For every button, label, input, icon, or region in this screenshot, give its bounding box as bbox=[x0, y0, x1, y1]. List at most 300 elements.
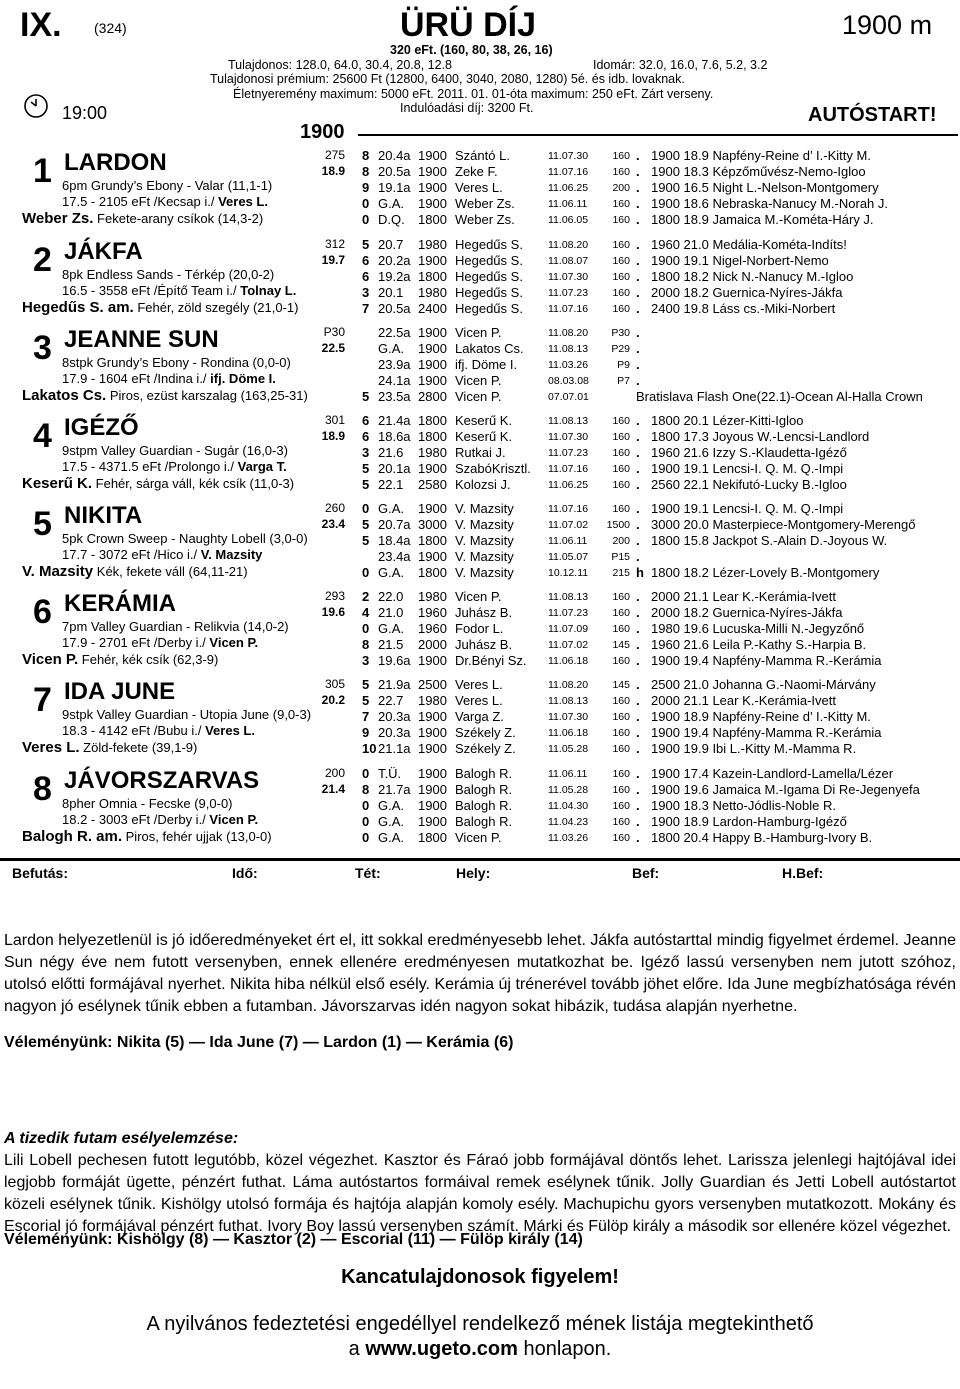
race-result: 1900 19.1 Lencsi-I. Q. M. Q.-Impi bbox=[651, 501, 844, 516]
race-driver: Balogh R. bbox=[455, 782, 513, 797]
race-date: 11.07.16 bbox=[548, 166, 589, 178]
hbef-label: H.Bef: bbox=[782, 865, 824, 881]
owner-name: Balogh R. am. bbox=[22, 828, 123, 845]
horse-number: 2 bbox=[33, 241, 52, 279]
horse-name: JÁKFA bbox=[64, 238, 143, 265]
race-time: 23.9a bbox=[378, 357, 411, 372]
past-race-row bbox=[0, 429, 960, 445]
race-prize: P15 bbox=[611, 551, 630, 563]
race-driver: V. Mazsity bbox=[455, 501, 514, 516]
past-race-row bbox=[0, 798, 960, 814]
hely-label: Hely: bbox=[456, 865, 491, 881]
race-mark: . bbox=[636, 445, 640, 460]
race-prize: 160 bbox=[612, 695, 630, 707]
race-mark: . bbox=[636, 429, 640, 444]
owner-name: Keserű K. bbox=[22, 475, 93, 492]
race-date: 11.06.05 bbox=[548, 214, 589, 226]
race-result: 1900 19.6 Jamaica M.-Igama Di Re-Jegenyefa bbox=[651, 782, 920, 797]
race-placing: 6 bbox=[362, 269, 370, 284]
race-driver: Rutkai J. bbox=[455, 445, 506, 460]
race-distance: 1900 bbox=[418, 741, 447, 756]
race-driver: Zeke F. bbox=[455, 164, 498, 179]
trainer-name: Varga T. bbox=[237, 459, 287, 474]
start-type: AUTÓSTART! bbox=[808, 104, 937, 126]
race-date: 11.07.23 bbox=[548, 607, 589, 619]
race-result: 1900 19.1 Lencsi-I. Q. M. Q.-Impi bbox=[651, 461, 844, 476]
race-distance: 1900 bbox=[418, 325, 447, 340]
race-placing: 0 bbox=[362, 196, 370, 211]
race-time: 19.1a bbox=[378, 180, 411, 195]
horse-entry bbox=[0, 501, 960, 589]
race-result: 1800 17.3 Joyous W.-Lencsi-Landlord bbox=[651, 429, 870, 444]
horse-name: JÁVORSZARVAS bbox=[64, 767, 260, 794]
race-prize: 160 bbox=[612, 239, 630, 251]
trainer-name: Vicen P. bbox=[209, 812, 259, 827]
race-mark: . bbox=[636, 677, 640, 692]
race-driver: ifj. Döme I. bbox=[455, 357, 518, 372]
owner-name: Hegedűs S. am. bbox=[22, 299, 134, 316]
race-driver: Juhász B. bbox=[455, 637, 513, 652]
race-result: 1800 20.4 Happy B.-Hamburg-Ivory B. bbox=[651, 830, 873, 845]
race-placing: 0 bbox=[362, 565, 370, 580]
past-race-row bbox=[0, 533, 960, 549]
horse-best-time: 21.4 bbox=[321, 782, 345, 796]
notice-line-1: A nyilvános fedeztetési engedéllyel rendelkező mének listája megtekinthető bbox=[146, 1313, 814, 1335]
race-mark: . bbox=[636, 653, 640, 668]
race-result: 1900 18.3 Netto-Jódlis-Noble R. bbox=[651, 798, 836, 813]
race-driver: Weber Zs. bbox=[455, 196, 515, 211]
race-result: 2000 21.1 Lear K.-Kerámia-Ivett bbox=[651, 589, 836, 604]
race-distance: 1900 bbox=[418, 180, 447, 195]
race-date: 11.05.28 bbox=[548, 743, 589, 755]
race-result: 1900 18.3 Képzőművész-Nemo-Igloo bbox=[651, 164, 866, 179]
race-mark: . bbox=[636, 477, 640, 492]
race-distance: 1900 bbox=[418, 766, 447, 781]
race-driver: Dr.Bényi Sz. bbox=[455, 653, 527, 668]
race-time: 22.5a bbox=[378, 325, 411, 340]
owner-colors: Piros, fehér ujjak (13,0-0) bbox=[125, 829, 272, 844]
race-result: 2500 21.0 Johanna G.-Naomi-Márvány bbox=[651, 677, 876, 692]
race-time: 19.6a bbox=[378, 653, 411, 668]
race-driver: Juhász B. bbox=[455, 605, 513, 620]
past-race-row bbox=[0, 814, 960, 830]
race-placing: 6 bbox=[362, 253, 370, 268]
horse-best-time: 18.9 bbox=[321, 429, 345, 443]
race-mark: . bbox=[636, 501, 640, 516]
race-prize: P9 bbox=[617, 359, 630, 371]
race-prize: 160 bbox=[612, 816, 630, 828]
horse-record: 275 bbox=[324, 148, 345, 162]
race-prize: 160 bbox=[612, 271, 630, 283]
race-placing: 0 bbox=[362, 621, 370, 636]
horse-record: 305 bbox=[324, 677, 345, 691]
past-race-row bbox=[0, 237, 960, 253]
race-date: 11.07.30 bbox=[548, 271, 589, 283]
race-time: 20.3a bbox=[378, 725, 411, 740]
race-prize: 200 bbox=[612, 535, 630, 547]
past-race-row bbox=[0, 565, 960, 581]
race-prize: 160 bbox=[612, 832, 630, 844]
race-driver: Kolozsi J. bbox=[455, 477, 511, 492]
race-placing: 5 bbox=[362, 677, 370, 692]
race-driver: V. Mazsity bbox=[455, 565, 514, 580]
race-date: 11.05.07 bbox=[548, 551, 589, 563]
race-time: 21.9a bbox=[378, 677, 411, 692]
past-race-row bbox=[0, 549, 960, 565]
race-date: 11.07.16 bbox=[548, 463, 589, 475]
distance-label: 1900 bbox=[300, 121, 345, 143]
race-time: 20.1a bbox=[378, 461, 411, 476]
race-driver: Vicen P. bbox=[455, 389, 502, 404]
race-result: 2000 18.2 Guernica-Nyíres-Jákfa bbox=[651, 605, 843, 620]
race-prize: 160 bbox=[612, 784, 630, 796]
race-result: 2560 22.1 Nekifutó-Lucky B.-Igloo bbox=[651, 477, 847, 492]
race-prize: 160 bbox=[612, 255, 630, 267]
race-placing: 8 bbox=[362, 782, 370, 797]
race-result: 1900 18.6 Nebraska-Nanucy M.-Norah J. bbox=[651, 196, 889, 211]
befutas-label: Befutás: bbox=[12, 865, 69, 881]
race-placing: 9 bbox=[362, 725, 370, 740]
race-distance: 3000 bbox=[418, 517, 447, 532]
race-time: 20.5a bbox=[378, 301, 411, 316]
race-mark: . bbox=[636, 830, 640, 845]
race-time: 20.4a bbox=[378, 148, 411, 163]
race-mark: . bbox=[636, 549, 640, 564]
race-time: G.A. bbox=[378, 501, 405, 516]
race-driver: Balogh R. bbox=[455, 798, 513, 813]
race-date: 11.03.26 bbox=[548, 832, 589, 844]
race-mark: . bbox=[636, 237, 640, 252]
race-distance: 1900 bbox=[418, 725, 447, 740]
horse-pedigree: 9stpk Valley Guardian - Utopia June (9,0-3) bbox=[62, 707, 312, 722]
race-mark: . bbox=[636, 325, 640, 340]
race-prize: 160 bbox=[612, 166, 630, 178]
race-distance: 1980 bbox=[418, 693, 447, 708]
race-placing: 5 bbox=[362, 517, 370, 532]
race-distance: 1900 bbox=[418, 709, 447, 724]
earnings-text: 17.5 - 4371.5 eFt /Prolongo i./ bbox=[62, 459, 238, 474]
race-time: 21.6 bbox=[378, 445, 404, 460]
race-time: G.A. bbox=[378, 341, 405, 356]
horse-entry bbox=[0, 589, 960, 677]
race-driver: Veres L. bbox=[455, 693, 503, 708]
race-date: 11.07.16 bbox=[548, 503, 589, 515]
race-result: 1800 18.2 Nick N.-Nanucy M.-Igloo bbox=[651, 269, 854, 284]
race-driver: Vicen P. bbox=[455, 589, 502, 604]
race-placing: 8 bbox=[362, 164, 370, 179]
past-race-row bbox=[0, 325, 960, 341]
horse-entry bbox=[0, 148, 960, 236]
race-result: 1900 19.9 Ibi L.-Kitty M.-Mamma R. bbox=[651, 741, 857, 756]
race-distance: 1980 bbox=[418, 237, 447, 252]
race-prize: 145 bbox=[612, 639, 630, 651]
earnings-text: 17.9 - 1604 eFt /Indina i./ bbox=[62, 371, 211, 386]
race-time: 20.5a bbox=[378, 164, 411, 179]
race-date: 11.08.13 bbox=[548, 415, 589, 427]
race-placing: 4 bbox=[362, 605, 370, 620]
owner-colors: Zöld-fekete (39,1-9) bbox=[83, 740, 198, 755]
race-result: 1900 18.9 Napfény-Reine d’ I.-Kitty M. bbox=[651, 148, 871, 163]
race-placing: 3 bbox=[362, 445, 370, 460]
race-placing: 0 bbox=[362, 212, 370, 227]
race-distance: 1900 bbox=[418, 501, 447, 516]
horse-pedigree: 7pm Valley Guardian - Relikvia (14,0-2) bbox=[62, 619, 289, 634]
race-result: 1900 18.9 Napfény-Reine d’ I.-Kitty M. bbox=[651, 709, 871, 724]
race-placing: 8 bbox=[362, 148, 370, 163]
horse-entry bbox=[0, 677, 960, 765]
race-date: 11.07.02 bbox=[548, 639, 589, 651]
past-race-row bbox=[0, 477, 960, 493]
race-date: 11.06.25 bbox=[548, 182, 589, 194]
race-result: 1900 17.4 Kazein-Landlord-Lamella/Lézer bbox=[651, 766, 894, 781]
entry-fee-line: Indulóadási díj: 3200 Ft. bbox=[400, 101, 534, 115]
race-prize: P29 bbox=[611, 343, 630, 355]
race-result: 1960 21.6 Leila P.-Kathy S.-Harpia B. bbox=[651, 637, 867, 652]
trainer-name: ifj. Döme I. bbox=[210, 371, 276, 386]
race-date: 11.06.18 bbox=[548, 655, 589, 667]
race-prize: 215 bbox=[612, 567, 630, 579]
race-mark: . bbox=[636, 709, 640, 724]
race-date: 11.05.28 bbox=[548, 784, 589, 796]
notice-line2-pre: a bbox=[348, 1338, 366, 1360]
past-race-row bbox=[0, 285, 960, 301]
race-placing: 8 bbox=[362, 637, 370, 652]
race-mark: . bbox=[636, 798, 640, 813]
race-prize: 160 bbox=[612, 287, 630, 299]
horse-best-time: 18.9 bbox=[321, 164, 345, 178]
race-driver: Székely Z. bbox=[455, 741, 516, 756]
race-distance: 1900 bbox=[418, 798, 447, 813]
race-prize: 200 bbox=[612, 182, 630, 194]
race-time: G.A. bbox=[378, 830, 405, 845]
website-link[interactable]: www.ugeto.com bbox=[365, 1338, 518, 1360]
race-prize: 1500 bbox=[606, 519, 630, 531]
horse-record: P30 bbox=[323, 325, 345, 339]
race-date: 08.03.08 bbox=[548, 375, 589, 387]
race-distance: 1960 bbox=[418, 621, 447, 636]
horse-best-time: 19.6 bbox=[321, 605, 345, 619]
race-date: 11.07.16 bbox=[548, 303, 589, 315]
race-driver: Hegedűs S. bbox=[455, 285, 523, 300]
race-result: 1960 21.0 Medália-Kométa-Indíts! bbox=[651, 237, 847, 252]
race-prize: 160 bbox=[612, 447, 630, 459]
race-date: 11.07.23 bbox=[548, 287, 589, 299]
race-result: 1800 20.1 Lézer-Kitti-Igloo bbox=[651, 413, 804, 428]
past-race-row bbox=[0, 677, 960, 693]
race-driver: Vicen P. bbox=[455, 373, 502, 388]
horse-record: 200 bbox=[324, 766, 345, 780]
horse-pedigree: 8pk Endless Sands - Térkép (20,0-2) bbox=[62, 267, 275, 282]
past-race-row bbox=[0, 164, 960, 180]
owner-name: V. Mazsity bbox=[22, 563, 94, 580]
race-time: 21.7a bbox=[378, 782, 411, 797]
race-date: 11.06.25 bbox=[548, 479, 589, 491]
earnings-text: 18.2 - 3003 eFt /Derby i./ bbox=[62, 812, 210, 827]
trainer-name: Veres L. bbox=[218, 194, 268, 209]
race-date: 11.03.26 bbox=[548, 359, 589, 371]
race-placing: 9 bbox=[362, 180, 370, 195]
race-driver: Szántó L. bbox=[455, 148, 510, 163]
race-driver: Hegedűs S. bbox=[455, 237, 523, 252]
race-mark: . bbox=[636, 725, 640, 740]
past-race-row bbox=[0, 413, 960, 429]
past-race-row bbox=[0, 373, 960, 389]
result-bar bbox=[0, 858, 960, 884]
race-placing: 5 bbox=[362, 389, 370, 404]
horse-number: 1 bbox=[33, 152, 52, 190]
race-date: 11.08.20 bbox=[548, 327, 589, 339]
notice-line-2 bbox=[0, 1338, 960, 1361]
race-prize: 160 bbox=[612, 607, 630, 619]
race-date: 11.04.30 bbox=[548, 800, 589, 812]
analysis-text: Lardon helyezetlenül is jó időeredményeket ért el, itt sokkal eredményesebb lehet. Jákfa autóstarttal mindig figyelmet érdemel. Jeanne Sun négy éve nem futott versenyben, ennek ellenére eredményesen mutatkozhat be. Igéző lassú versenyben nem jutott szóhoz, utolsó előtti formájával nyerhet. Nikita hiba nélkül első esély. Kerámia új trénerével tovább jöhet előre. Ida June megbízhatósága révén nagyon jó esélynek tűnik ebben a futamban. Jávorszarvas idén nagyon sokat hibázik, tudása alapján nyerhetne. bbox=[4, 932, 956, 1015]
race-distance: 2580 bbox=[418, 477, 447, 492]
owners-prize-line: Tulajdonos: 128.0, 64.0, 30.4, 20.8, 12.8 bbox=[228, 58, 453, 72]
race-result: 2400 19.8 Láss cs.-Miki-Norbert bbox=[651, 301, 836, 316]
race-distance: 1900 bbox=[418, 549, 447, 564]
race-distance: 1900 bbox=[418, 357, 447, 372]
owner-name: Lakatos Cs. bbox=[22, 387, 107, 404]
race-time: 20.7a bbox=[378, 517, 411, 532]
past-race-row bbox=[0, 725, 960, 741]
race-date: 11.08.07 bbox=[548, 255, 589, 267]
horse-number: 7 bbox=[33, 681, 52, 719]
race-prize: 160 bbox=[612, 503, 630, 515]
race-driver: Székely Z. bbox=[455, 725, 516, 740]
race-mark: . bbox=[636, 693, 640, 708]
horse-name: JEANNE SUN bbox=[64, 326, 219, 353]
race-distance: 1900 bbox=[418, 196, 447, 211]
race-distance: 1900 bbox=[418, 461, 447, 476]
race-date: 11.07.02 bbox=[548, 519, 589, 531]
horse-best-time: 22.5 bbox=[321, 341, 345, 355]
horse-best-time: 20.2 bbox=[321, 693, 345, 707]
past-race-row bbox=[0, 637, 960, 653]
race-mark: . bbox=[636, 301, 640, 316]
race-distance: 1900 bbox=[418, 341, 447, 356]
race-result: 2000 21.1 Lear K.-Kerámia-Ivett bbox=[651, 693, 836, 708]
race-driver: Weber Zs. bbox=[455, 212, 515, 227]
horse-record: 312 bbox=[324, 237, 345, 251]
race-placing: 0 bbox=[362, 501, 370, 516]
race-driver: Varga Z. bbox=[455, 709, 504, 724]
race-driver: V. Mazsity bbox=[455, 533, 514, 548]
race-driver: Veres L. bbox=[455, 180, 503, 195]
race-time: G.A. bbox=[378, 621, 405, 636]
race-driver: Hegedűs S. bbox=[455, 253, 523, 268]
horse-number: 8 bbox=[33, 770, 52, 808]
race-date: 11.07.30 bbox=[548, 431, 589, 443]
trainer-name: Vicen P. bbox=[209, 635, 259, 650]
past-race-row bbox=[0, 621, 960, 637]
race-mark: . bbox=[636, 637, 640, 652]
race-mark: . bbox=[636, 253, 640, 268]
horse-entry bbox=[0, 237, 960, 325]
past-race-row bbox=[0, 301, 960, 317]
race-result: 1800 18.9 Jamaica M.-Kométa-Háry J. bbox=[651, 212, 874, 227]
horse-pedigree: 8stpk Grundy’s Ebony - Rondina (0,0-0) bbox=[62, 355, 291, 370]
start-time: 19:00 bbox=[62, 103, 108, 123]
race-distance: 1900 bbox=[418, 373, 447, 388]
race-mark: . bbox=[636, 413, 640, 428]
past-race-row bbox=[0, 501, 960, 517]
notice-title: Kancatulajdonosok figyelem! bbox=[341, 1266, 619, 1288]
race-date: 11.07.30 bbox=[548, 150, 589, 162]
race-distance: 1900 bbox=[418, 653, 447, 668]
race-driver: Hegedűs S. bbox=[455, 269, 523, 284]
race-driver: Lakatos Cs. bbox=[455, 341, 524, 356]
horse-number: 6 bbox=[33, 593, 52, 631]
race-placing: 5 bbox=[362, 237, 370, 252]
race-prize: 160 bbox=[612, 463, 630, 475]
race-distance: 1800 bbox=[418, 269, 447, 284]
race-date: 11.06.18 bbox=[548, 727, 589, 739]
race-mark: . bbox=[636, 180, 640, 195]
race-mark: . bbox=[636, 605, 640, 620]
race-placing: 0 bbox=[362, 798, 370, 813]
race-time: 20.2a bbox=[378, 253, 411, 268]
horse-best-time: 23.4 bbox=[321, 517, 345, 531]
race-distance: 1800 bbox=[418, 212, 447, 227]
past-race-row bbox=[0, 830, 960, 846]
race-driver: Balogh R. bbox=[455, 766, 513, 781]
race-date: 11.08.13 bbox=[548, 591, 589, 603]
earnings-text: 17.5 - 2105 eFt /Kecsap i./ bbox=[62, 194, 219, 209]
ido-label: Idő: bbox=[232, 865, 258, 881]
past-race-row bbox=[0, 341, 960, 357]
owner-colors: Piros, ezüst karszalag (163,25-31) bbox=[109, 388, 308, 403]
race-distance: 1980 bbox=[418, 445, 447, 460]
race-placing: 5 bbox=[362, 461, 370, 476]
race-time: 21.0 bbox=[378, 605, 404, 620]
race-placing: 3 bbox=[362, 285, 370, 300]
race-prize: 160 bbox=[612, 150, 630, 162]
owner-colors: Kék, fekete váll (64,11-21) bbox=[96, 564, 248, 579]
race-placing: 6 bbox=[362, 413, 370, 428]
race-mark: . bbox=[636, 814, 640, 829]
race-time: 24.1a bbox=[378, 373, 411, 388]
past-race-row bbox=[0, 212, 960, 228]
past-race-row bbox=[0, 445, 960, 461]
race-time: 21.1a bbox=[378, 741, 411, 756]
past-race-row bbox=[0, 709, 960, 725]
race-date: 11.07.30 bbox=[548, 711, 589, 723]
race-mark: . bbox=[636, 164, 640, 179]
race-mark: . bbox=[636, 148, 640, 163]
past-race-row bbox=[0, 693, 960, 709]
horse-pedigree: 6pm Grundy’s Ebony - Valar (11,1-1) bbox=[62, 178, 273, 193]
race-date: 11.08.20 bbox=[548, 679, 589, 691]
earnings-text: 17.9 - 2701 eFt /Derby i./ bbox=[62, 635, 210, 650]
race-time: G.A. bbox=[378, 196, 405, 211]
race-prize: P7 bbox=[617, 375, 630, 387]
race-result: 1900 19.1 Nigel-Norbert-Nemo bbox=[651, 253, 829, 268]
race-distance: 1900 bbox=[418, 148, 447, 163]
race-distance: 1900 bbox=[418, 782, 447, 797]
horse-number: 4 bbox=[33, 417, 52, 455]
race-driver: Veres L. bbox=[455, 677, 503, 692]
race-date: 11.07.09 bbox=[548, 623, 589, 635]
race-date: 11.08.20 bbox=[548, 239, 589, 251]
race-prize: 160 bbox=[612, 431, 630, 443]
trainer-name: Tolnay L. bbox=[240, 283, 297, 298]
race-mark: . bbox=[636, 196, 640, 211]
owner-name: Veres L. bbox=[22, 739, 80, 756]
owner-colors: Fehér, kék csík (62,3-9) bbox=[81, 652, 219, 667]
horse-name: IDA JUNE bbox=[64, 678, 176, 705]
race-mark: . bbox=[636, 533, 640, 548]
race-result: 2000 18.2 Guernica-Nyíres-Jákfa bbox=[651, 285, 843, 300]
